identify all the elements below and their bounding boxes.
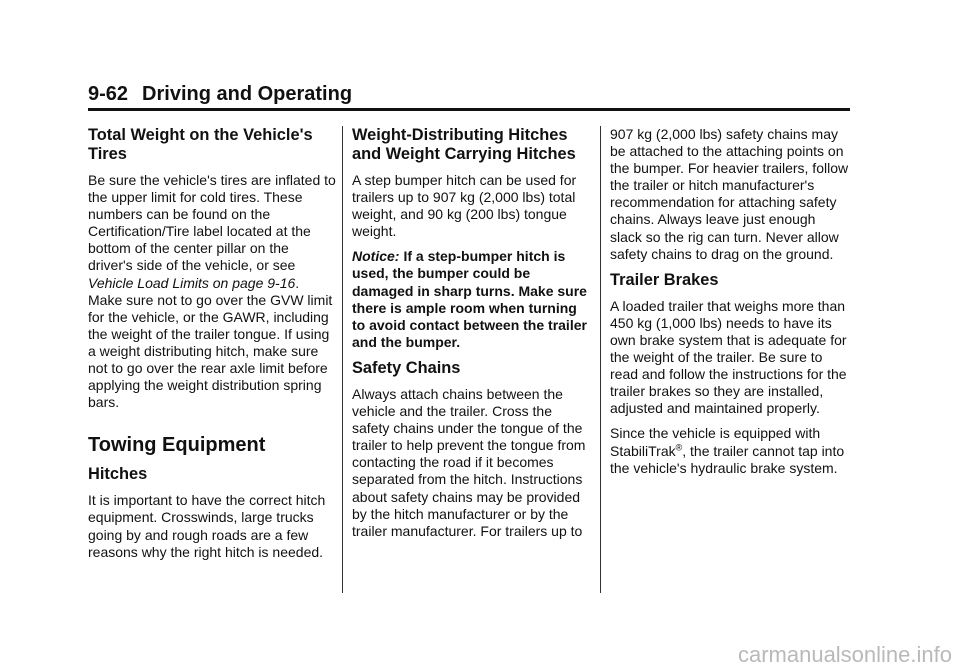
chapter-title: Driving and Operating	[142, 83, 353, 105]
paragraph-total-weight	[88, 172, 336, 411]
paragraph-weight-distributing: A step bumper hitch can be used for trailers up to 907 kg (2,000 lbs) total weight, and 90 kg (200 lbs) tongue weight.	[352, 172, 577, 240]
text-run: Be sure the vehicle's tires are inflated to the upper limit for cold tires. These numbers can be found on the Certification/Tire label located at the bottom of the center pillar on the driver's side of the vehicle, or see	[88, 172, 336, 274]
notice-block	[352, 248, 592, 351]
text-run: , the trailer cannot tap into the vehicle's hydraulic brake system.	[610, 442, 845, 476]
text-run: Since the vehicle is equipped with StabiliTrak	[610, 425, 821, 459]
notice-text: If a step-bumper hitch is used, the bumper could be damaged in sharp turns. Make sure there is ample room when turning to avoid contact between the trailer and the bumper.	[352, 248, 587, 350]
paragraph-trailer-brakes: A loaded trailer that weighs more than 450 kg (1,000 lbs) needs to have its own brake system that is adequate for the weight of the trailer. Be sure to read and follow the instructions for the trailer brakes so they are installed, adjusted and maintained properly.	[610, 297, 847, 417]
column-left	[88, 126, 336, 569]
column-divider	[342, 126, 343, 593]
heading-safety-chains: Safety Chains	[352, 358, 461, 377]
paragraph-hitches: It is important to have the correct hitch equipment. Crosswinds, large trucks going by and rough roads are a few reasons why the right hitch is needed.	[88, 492, 326, 560]
heading-trailer-brakes: Trailer Brakes	[610, 270, 719, 289]
paragraph-stabilitrak	[610, 425, 850, 476]
page-number: 9-62	[88, 83, 129, 105]
column-middle	[352, 126, 592, 548]
page-header	[88, 82, 850, 111]
heading-total-weight: Total Weight on the Vehicle's Tires	[88, 126, 313, 163]
paragraph-safety-chains: Always attach chains between the vehicle and the trailer. Cross the safety chains under the tongue of the trailer to help prevent the tongue from contacting the road if it becomes separated from the hitch. Instructions about safety chains may be provided by the hitch manufacturer or by the trailer manufacturer. For trailers up to	[352, 385, 586, 539]
text-run: . Make sure not to go over the GVW limit for the vehicle, or the GAWR, including the weight of the trailer tongue. If using a weight distributing hitch, make sure not to go over the rear axle limit before applying the weight distribution spring bars.	[88, 274, 333, 411]
heading-weight-distributing: Weight-Distributing Hitches and Weight Carrying Hitches	[352, 126, 576, 163]
registered-mark: ®	[675, 441, 683, 452]
column-right	[610, 126, 850, 485]
paragraph-safety-chains-continued: 907 kg (2,000 lbs) safety chains may be attached to the attaching points on the bumper. For heavier trailers, follow the trailer or hitch manufacturer's recommendation for attaching safety chains. Always leave just enough slack so the rig can turn. Never allow safety chains to drag on the ground.	[610, 126, 849, 262]
cross-reference-link[interactable]: Vehicle Load Limits on page 9-16	[88, 274, 296, 291]
watermark: carmanualsonline.info	[737, 642, 952, 667]
heading-hitches: Hitches	[88, 465, 148, 484]
column-divider	[600, 126, 601, 593]
heading-towing-equipment: Towing Equipment	[88, 434, 266, 457]
notice-label: Notice:	[352, 248, 400, 265]
